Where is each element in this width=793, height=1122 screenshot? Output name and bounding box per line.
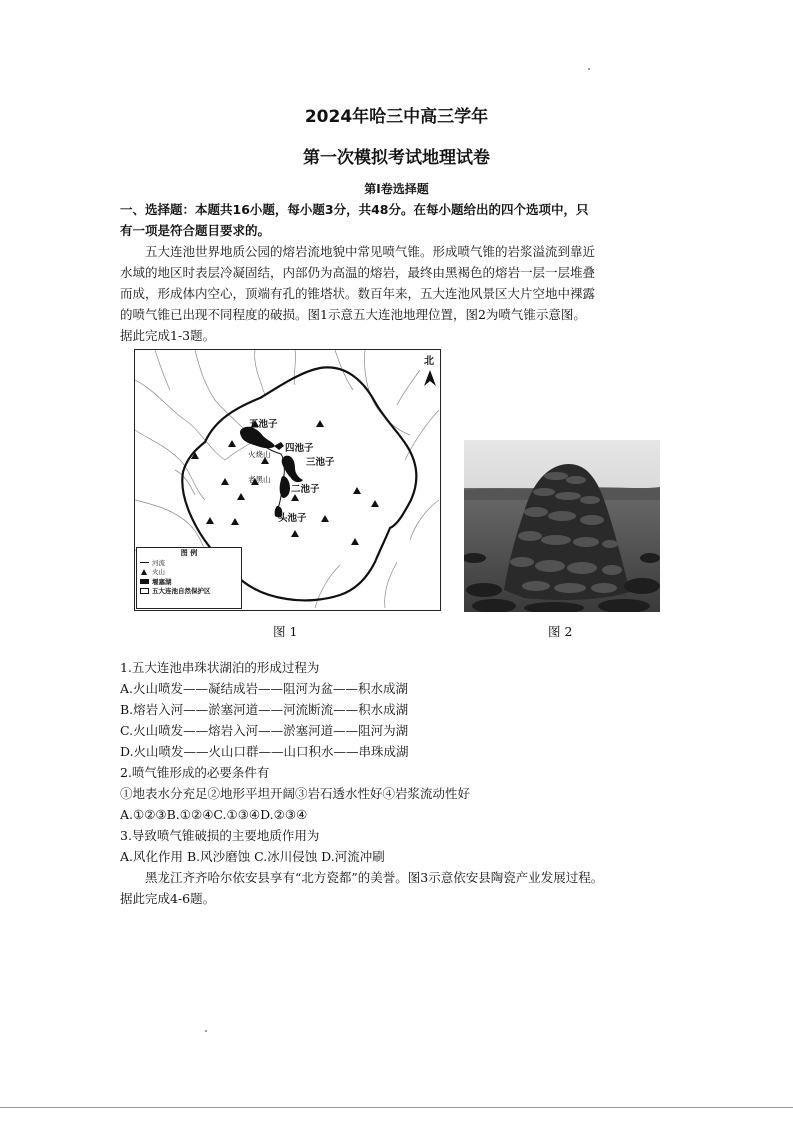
reserve-legend-icon	[140, 588, 149, 594]
volcano-marker	[231, 518, 239, 525]
legend-volcano	[140, 568, 238, 578]
legend-reserve-label: 五大连池自然保护区	[152, 587, 211, 595]
figure-1-map	[134, 349, 441, 611]
north-arrow	[424, 370, 436, 386]
question-1-option-c: C.火山喷发——熔岩入河——淤塞河道——阻河为湖	[120, 723, 409, 738]
legend-lake	[140, 578, 238, 588]
volcano-marker	[291, 494, 299, 501]
question-block	[120, 657, 720, 867]
question-2-conditions: ①地表水分充足②地形平坦开阔③岩石透水性好④岩浆流动性好	[120, 786, 471, 801]
volcano-marker	[353, 487, 361, 494]
exam-title: 2024年哈三中高三学年	[304, 107, 489, 127]
scan-speck	[588, 68, 590, 70]
legend-lake-label: 堰塞湖	[152, 577, 172, 586]
label-si-lake: 四池子	[285, 443, 314, 454]
question-1-stem: 1.五大连池串珠状湖泊的形成过程为	[120, 660, 320, 675]
instructions-line: 一、选择题：本题共16小题，每小题3分，共48分。在每小题给出的四个选项中，只	[120, 202, 589, 217]
exam-subtitle: 第一次模拟考试地理试卷	[303, 148, 490, 168]
label-laohei-volcano: 老黑山	[248, 475, 271, 484]
volcano-legend-icon	[141, 569, 147, 575]
instructions	[120, 199, 680, 241]
section-heading: 第Ⅰ卷选择题	[364, 182, 429, 196]
north-label: 北	[424, 356, 434, 367]
passage-line: 五大连池世界地质公园的熔岩流地貌中常见喷气锥。形成喷气锥的岩浆溢流到靠近	[145, 244, 596, 259]
label-san-lake: 三池子	[306, 457, 335, 468]
question-1-option-a: A.火山喷发——凝结成岩——阻河为盆——积水成湖	[120, 681, 409, 696]
label-huoshao-volcano: 火烧山	[248, 450, 271, 459]
legend-river	[140, 559, 238, 569]
legend-reserve	[140, 587, 238, 597]
legend-volcano-label: 火山	[152, 568, 165, 576]
question-1-option-b: B.熔岩入河——淤塞河道——河流断流——积水成湖	[120, 702, 409, 717]
question-2-options: A.①②③B.①②④C.①③④D.②③④	[120, 807, 308, 822]
map-legend	[136, 547, 242, 609]
lake-legend-icon	[140, 579, 149, 584]
volcano-marker	[221, 478, 229, 485]
page-bottom-rule	[0, 1107, 793, 1108]
label-tou-lake: 头池子	[278, 513, 307, 524]
label-er-lake: 二池子	[291, 484, 320, 495]
figure-2-photo	[464, 440, 660, 612]
spatter-cone-photo	[464, 440, 660, 612]
figure-1-caption: 图 1	[273, 624, 298, 639]
lake-si	[274, 442, 284, 450]
question-3-stem: 3.导致喷气锥破损的主要地质作用为	[120, 828, 320, 843]
passage-2	[120, 867, 720, 909]
question-2-stem: 2.喷气锥形成的必要条件有	[120, 765, 270, 780]
volcano-marker	[291, 530, 299, 537]
passage-line: 黑龙江齐齐哈尔依安县享有“北方瓷都”的美誉。图3示意依安县陶瓷产业发展过程。	[145, 870, 604, 885]
passage-line: 而成，形成体内空心，顶端有孔的锥塔状。数百年来，五大连池风景区大片空地中裸露	[120, 286, 596, 301]
legend-river-label: 河流	[152, 558, 165, 567]
volcano-marker	[316, 420, 324, 427]
question-3-options: A.风化作用 B.风沙磨蚀 C.冰川侵蚀 D.河流冲刷	[120, 849, 385, 864]
passage-1	[120, 241, 680, 346]
passage-line: 水域的地区时表层冷凝固结，内部仍为高温的熔岩，最终由黑褐色的熔岩一层一层堆叠	[120, 265, 596, 280]
volcano-marker	[351, 538, 359, 545]
volcano-marker	[321, 515, 329, 522]
question-1-option-d: D.火山喷发——火山口群——山口积水——串珠成湖	[120, 744, 409, 759]
volcano-marker	[237, 493, 245, 500]
passage-line: 的喷气锥已出现不同程度的破损。图1示意五大连池地理位置，图2为喷气锥示意图。	[120, 307, 586, 322]
passage-line: 据此完成1-3题。	[120, 328, 216, 343]
passage-line: 据此完成4-6题。	[120, 891, 216, 906]
instructions-line: 有一项是符合题目要求的。	[120, 223, 271, 238]
river-legend-icon	[140, 562, 149, 563]
scan-speck	[205, 1030, 207, 1032]
label-wu-lake: 五池子	[249, 419, 278, 430]
volcano-marker	[371, 500, 379, 507]
legend-title: 图 例	[180, 549, 198, 557]
figure-2-caption: 图 2	[548, 624, 573, 639]
volcano-marker	[206, 517, 214, 524]
volcano-marker	[228, 440, 236, 447]
